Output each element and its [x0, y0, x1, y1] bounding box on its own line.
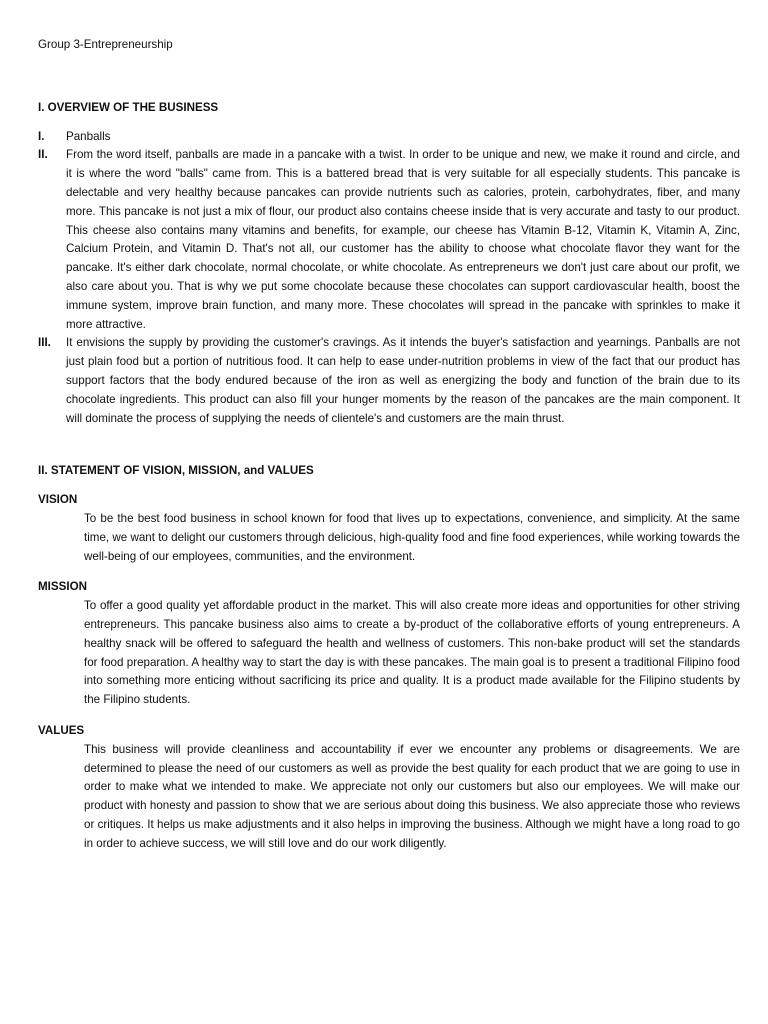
overview-item: [38, 334, 740, 428]
mission-label: MISSION: [38, 580, 87, 594]
statement-heading: II. STATEMENT OF VISION, MISSION, and VALUES: [38, 464, 314, 478]
overview-item: [38, 128, 740, 147]
overview-item: [38, 146, 740, 334]
values-text: This business will provide cleanliness and accountability if ever we encounter any problems or disagreements. We are determined to please the need of our customers as well as provide the best quality for each product that we are going to use in order to make what we intended to make. We appreciate not only our customers but also our employees. We will make our product with honesty and passion to show that we are serious about doing this business. We also appreciate those who reviews or critiques. It helps us make adjustments and it also helps in improving the business. Although we might have a long road to go in order to achieve success, we will still love and do our work diligently.: [84, 742, 740, 850]
item-text: From the word itself, panballs are made in a pancake with a twist. In order to be unique and new, we make it round and circle, and it is where the word "balls" came from. This is a battered bread that is very suitable for all especially students. This pancake is delectable and very healthy because pancakes can provide nutrients such as calories, protein, carbohydrates, fiber, and many more. This pancake is not just a mix of flour, our product also contains cheese inside that is very accurate and tasty to our product. This cheese also contains many vitamins and benefits, for example, our cheese has Vitamin B-12, Vitamin K, Vitamin A, Zinc, Calcium Protein, and Vitamin D. That's not all, our customer has the ability to choose what chocolate flavor they want for the pancake. It's either dark chocolate, normal chocolate, or white chocolate. As entrepreneurs we don't just care about our profit, we also care about you. That is why we put some chocolate because these chocolates can support cardiovascular health, boost the immune system, improve brain function, and many more. These chocolates will spread in the pancake with sprinkles to make it more attractive.: [66, 148, 740, 331]
item-numeral: I.: [38, 129, 45, 143]
overview-section: [38, 99, 740, 429]
mission-text: To offer a good quality yet affordable product in the market. This will also create more ideas and opportunities for other striving entrepreneurs. This pancake business also aims to create a by-product of the collaborative efforts of young entrepreneurs. A healthy snack will be offered to safeguard the health and wellness of customers. This non-bake product will set the standards for food preparation. A healthy way to start the day is with these pancakes. The main goal is to present a traditional Filipino food into something more enticing without sacrificing its price and quality. It is a product made available for the Filipino students by the Filipino students.: [84, 599, 740, 707]
item-numeral: III.: [38, 336, 51, 350]
values-label: VALUES: [38, 723, 85, 737]
item-numeral: II.: [38, 148, 48, 162]
item-text: Panballs: [66, 129, 111, 143]
item-text: It envisions the supply by providing the customer's cravings. As it intends the buyer's satisfaction and yearnings. Panballs are not just plain food but a portion of nutritious food. It can help to ease under-nutrition problems in view of the fact that our product has support factors that the body endured because of the iron as well as energizing the body and function of the brain due to its chocolate ingredients. This product can also fill your hunger moments by the reason of the pancakes are the main component. It will dominate the process of supplying the needs of clientele's and customers are the main thrust.: [66, 336, 740, 425]
overview-heading: I. OVERVIEW OF THE BUSINESS: [38, 100, 219, 114]
document-header: Group 3-Entrepreneurship: [38, 38, 173, 51]
overview-list: [38, 128, 740, 429]
vision-text: To be the best food business in school known for food that lives up to expectations, convenience, and simplicity. At the same time, we want to delight our customers through delicious, high-quality food and fine food experiences, while working towards the well-being of our employees, communities, and the environment.: [84, 511, 740, 563]
vision-label: VISION: [38, 493, 78, 507]
statement-section: [38, 462, 740, 853]
